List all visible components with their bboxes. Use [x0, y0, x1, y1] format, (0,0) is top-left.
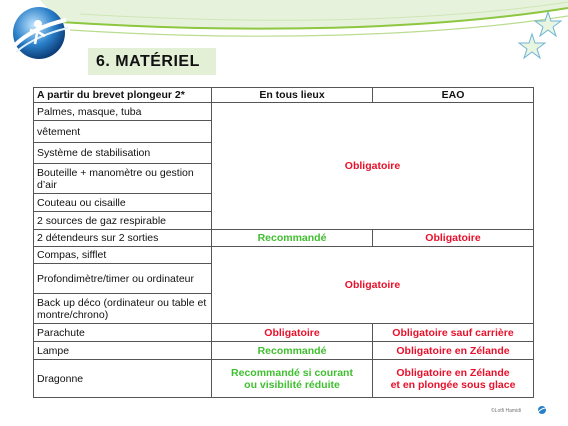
table-row: [34, 247, 534, 264]
header-level: A partir du brevet plongeur 2*: [34, 88, 212, 103]
row-label: 2 détendeurs sur 2 sorties: [34, 230, 212, 247]
row-label: Lampe: [34, 342, 212, 360]
stars-decoration-icon: [516, 10, 564, 62]
diver-globe-logo-icon: [8, 2, 70, 64]
row-label: Système de stabilisation: [34, 143, 212, 164]
table-row: [34, 324, 534, 342]
dragonne-eao: [373, 360, 534, 398]
group1-value: Obligatoire: [212, 103, 534, 230]
row-label: Couteau ou cisaille: [34, 194, 212, 212]
row-label: 2 sources de gaz respirable: [34, 212, 212, 230]
table-row: [34, 360, 534, 398]
row-label: Bouteille + manomètre ou gestion d’air: [34, 164, 212, 194]
parachute-tous-lieux: Obligatoire: [212, 324, 373, 342]
lampe-eao: Obligatoire en Zélande: [373, 342, 534, 360]
header-tous-lieux: En tous lieux: [212, 88, 373, 103]
dragonne-tous-lieux-line1: Recommandé si courant: [231, 366, 353, 379]
detendeurs-tous-lieux: Recommandé: [212, 230, 373, 247]
row-label: Back up déco (ordinateur ou table et montre/chrono): [34, 294, 212, 324]
parachute-eao: Obligatoire sauf carrière: [373, 324, 534, 342]
row-label: Compas, sifflet: [34, 247, 212, 264]
title-box: [88, 48, 216, 75]
group2-value: Obligatoire: [212, 247, 534, 324]
credit-logo-icon: [537, 405, 547, 415]
detendeurs-eao: Obligatoire: [373, 230, 534, 247]
row-label: Dragonne: [34, 360, 212, 398]
table-row: [34, 103, 534, 121]
table-row: [34, 230, 534, 247]
dragonne-tous-lieux: [212, 360, 373, 398]
table-row: [34, 342, 534, 360]
dragonne-tous-lieux-line2: ou visibilité réduite: [244, 378, 340, 391]
table-header-row: [34, 88, 534, 103]
page-title: 6. MATÉRIEL: [96, 52, 200, 70]
row-label: vêtement: [34, 121, 212, 143]
equipment-table: [33, 87, 534, 398]
header-eao: EAO: [373, 88, 534, 103]
header-wave-decoration: [0, 0, 568, 60]
row-label: Profondimètre/timer ou ordinateur: [34, 264, 212, 294]
row-label: Palmes, masque, tuba: [34, 103, 212, 121]
row-label: Parachute: [34, 324, 212, 342]
dragonne-eao-line2: et en plongée sous glace: [390, 378, 516, 391]
copyright-credit: ©Lotfi Hamidi: [491, 408, 522, 414]
dragonne-eao-line1: Obligatoire en Zélande: [396, 366, 510, 379]
lampe-tous-lieux: Recommandé: [212, 342, 373, 360]
